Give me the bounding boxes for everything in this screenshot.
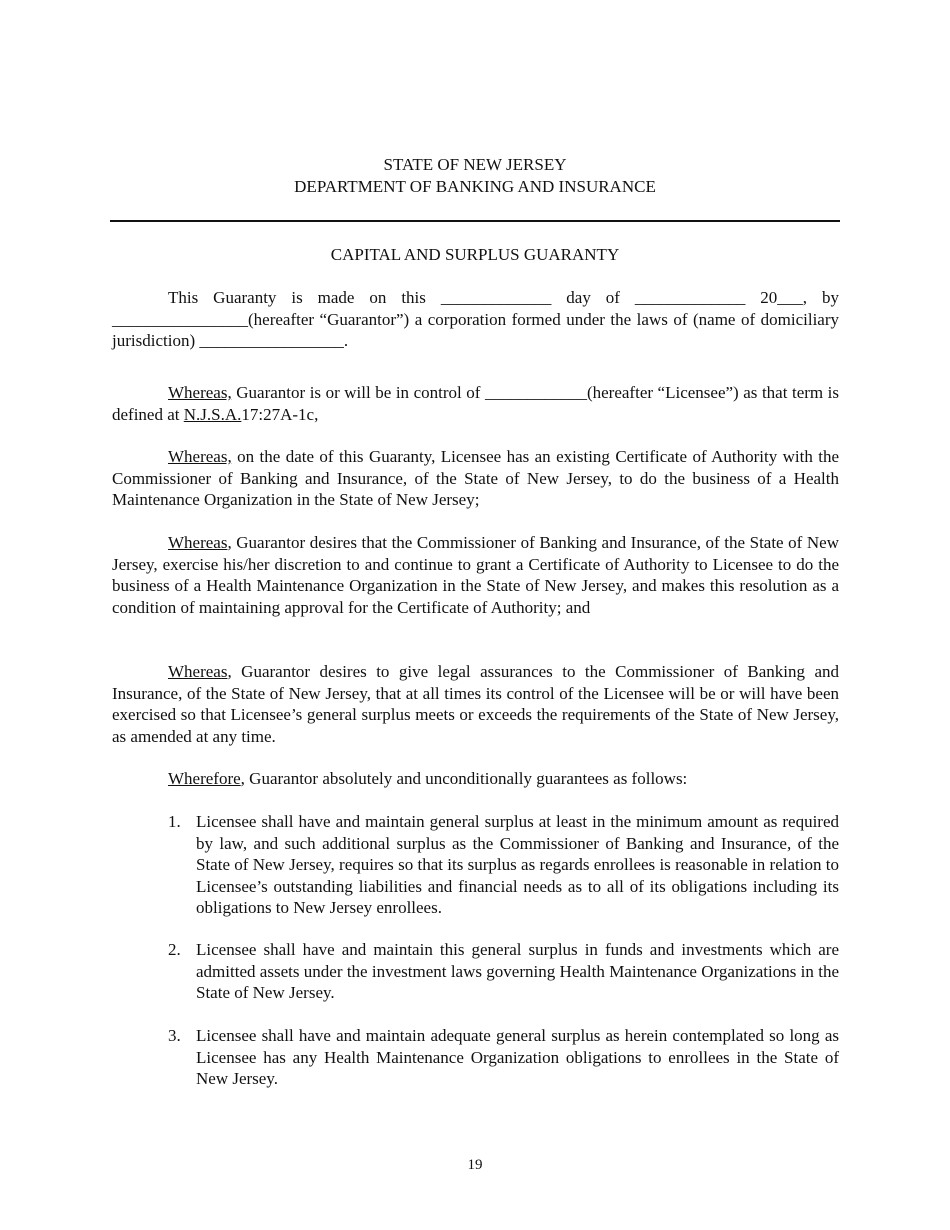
whereas-lead: Whereas [168, 662, 228, 681]
header-state: STATE OF NEW JERSEY [383, 155, 567, 174]
whereas-paragraph-2 [112, 446, 839, 511]
whereas-paragraph-4 [112, 661, 839, 747]
list-item-text: Licensee shall have and maintain this general surplus in funds and investments which are admitted assets under the investment laws governing Health Maintenance Organizations in the State of New Jersey. [196, 940, 839, 1002]
intro-paragraph: This Guaranty is made on this _____________ day of _____________ 20___, by ________________(hereafter “Guarantor”) a corporation formed under the laws of (name of domiciliary jurisdiction) _________________. [112, 288, 839, 350]
whereas-paragraph-3 [112, 532, 839, 618]
whereas-text: Guarantor is or will be in control of ____________(hereafter “Licensee”) as that term is defined at [112, 383, 839, 424]
whereas-paragraph-1 [112, 382, 839, 425]
list-item [168, 939, 839, 1004]
wherefore-lead: Wherefore [168, 769, 241, 788]
list-item [168, 1025, 839, 1090]
list-item [168, 811, 839, 919]
document-title: CAPITAL AND SURPLUS GUARANTY [330, 245, 620, 264]
list-item-number: 2. [168, 940, 181, 959]
header-department: DEPARTMENT OF BANKING AND INSURANCE [294, 177, 656, 196]
list-item-text: Licensee shall have and maintain general surplus at least in the minimum amount as required by law, and such additional surplus as the Commissioner of Banking and Insurance, of the State of New Jersey, requires so that its surplus as regards enrollees is reasonable in relation to Licensee’s outstanding liabilities and financial needs as to all of its obligations including its obligations to New Jersey enrollees. [196, 812, 839, 917]
list-item-text: Licensee shall have and maintain adequate general surplus as herein contemplated so long as Licensee has any Health Maintenance Organization obligations to enrollees in the State of New Jersey. [196, 1026, 839, 1088]
whereas-lead: Whereas, [168, 447, 232, 466]
page-number: 19 [467, 1157, 483, 1173]
whereas-text: , Guarantor desires to give legal assurances to the Commissioner of Banking and Insurance, of the State of New Jersey, that at all times its control of the Licensee will be or will have been exercised so that Licensee’s general surplus meets or exceeds the requirements of the State of New Jersey, as amended at any time. [112, 662, 839, 746]
wherefore-paragraph [112, 768, 839, 790]
statute-section: 17:27A-1c, [241, 404, 319, 424]
header-divider [110, 220, 840, 222]
whereas-text: , Guarantor desires that the Commissioner of Banking and Insurance, of the State of New Jersey, exercise his/her discretion to and continue to grant a Certificate of Authority to Licensee to do the business of a Health Maintenance Organization in the State of New Jersey, and makes this resolution as a condition of maintaining approval for the Certificate of Authority; and [112, 533, 839, 617]
statute-citation: N.J.S.A. [183, 404, 242, 424]
whereas-lead: Whereas [168, 533, 228, 552]
list-item-number: 3. [168, 1026, 181, 1045]
wherefore-text: , Guarantor absolutely and unconditionally guarantees as follows: [240, 769, 688, 788]
whereas-text: on the date of this Guaranty, Licensee has an existing Certificate of Authority with the Commissioner of Banking and Insurance, of the State of New Jersey, to do the business of a Health Maintenance Organization in the State of New Jersey; [112, 447, 839, 509]
whereas-lead: Whereas, [168, 383, 232, 402]
list-item-number: 1. [168, 812, 181, 831]
